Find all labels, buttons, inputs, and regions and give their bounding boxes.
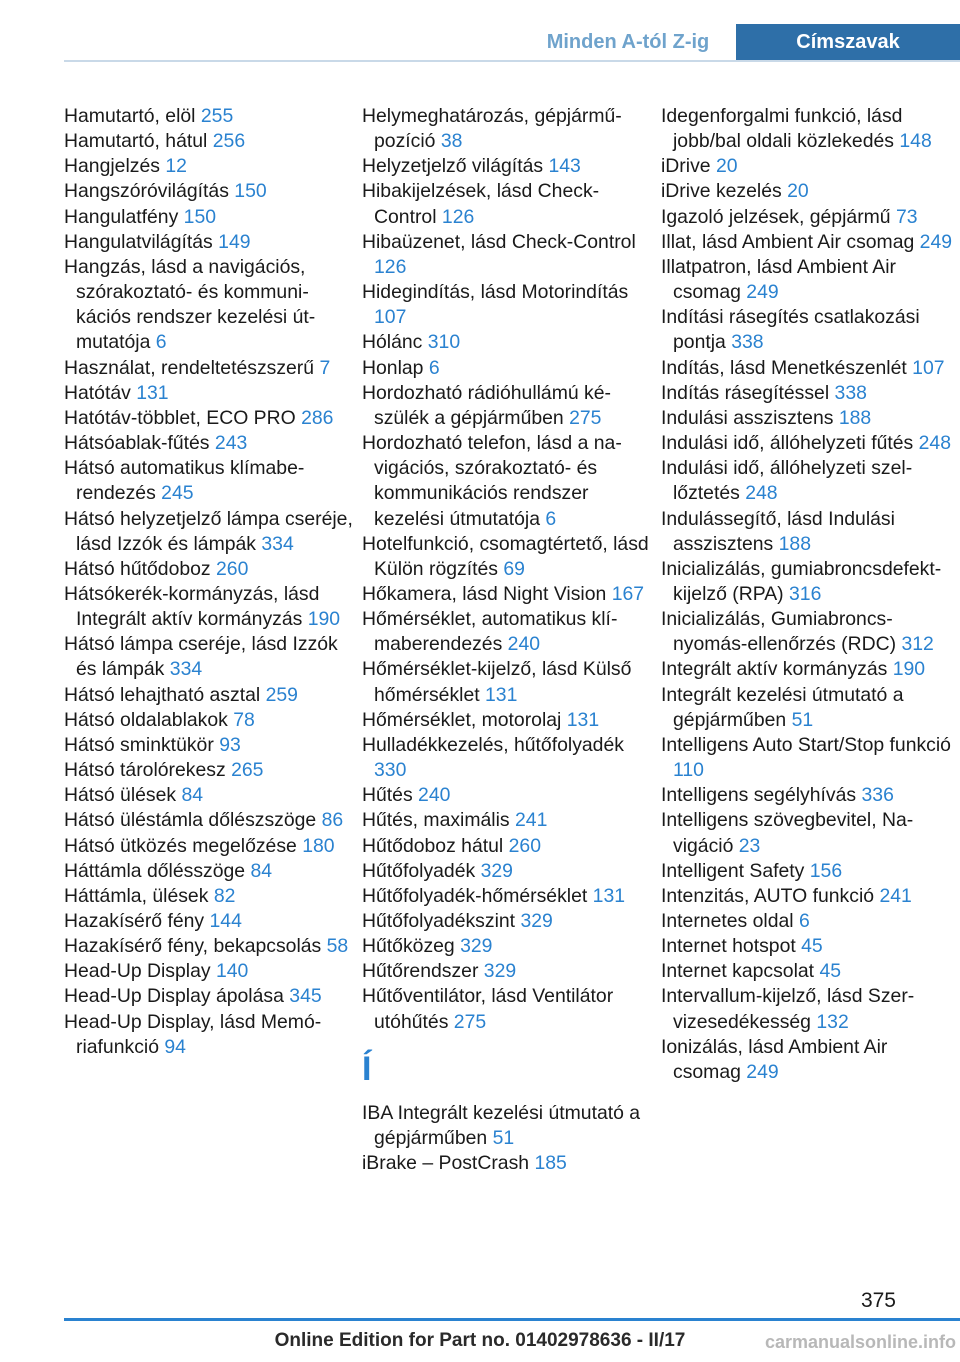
page-link[interactable]: 345: [289, 985, 322, 1008]
index-entry[interactable]: [64, 859, 356, 884]
entry-text: Inicializálás, gumiabroncsdefekt-kijelző (RPA): [661, 557, 942, 605]
entry-text: Hibakijelzések, lásd Check-Control: [362, 180, 600, 228]
entry-text: Hátsó lámpa cseréje, lásd Izzók és lámpák: [64, 633, 338, 681]
page-link[interactable]: 126: [374, 255, 407, 278]
page-link[interactable]: 144: [209, 910, 242, 932]
page-link[interactable]: 107: [374, 306, 407, 329]
index-entry[interactable]: [661, 255, 953, 305]
entry-text: Háttámla, ülések: [64, 884, 209, 907]
index-entry[interactable]: [661, 104, 953, 154]
entry-text: Indulássegítő, lásd Indulási asszisztens: [661, 507, 895, 555]
page-link[interactable]: 150: [234, 180, 267, 203]
entry-text: Hátsó automatikus klímaberendezés: [64, 457, 305, 505]
entry-text: Hőmérséklet, motorolaj: [362, 708, 562, 731]
entry-text: Hátsó oldalablakok: [64, 708, 228, 731]
index-entry[interactable]: [362, 154, 654, 179]
page-link[interactable]: 78: [233, 708, 255, 731]
entry-text: Hátsókerék-kormányzás, lásd Integrált aktív kormányzás: [64, 582, 320, 631]
page-link[interactable]: 84: [250, 859, 273, 882]
page-link[interactable]: 131: [485, 683, 518, 706]
index-entry[interactable]: [362, 657, 654, 707]
page-link[interactable]: 241: [515, 809, 548, 832]
page-link[interactable]: 334: [169, 658, 203, 681]
index-entry[interactable]: [64, 808, 356, 833]
entry-text: Háttámla dőlésszöge: [64, 859, 246, 882]
entry-text: Hibaüzenet, lásd Check-Control: [362, 230, 636, 253]
index-entry[interactable]: [661, 783, 953, 808]
page-link[interactable]: 12: [165, 155, 187, 178]
index-entry[interactable]: [64, 632, 356, 682]
tab-cimszavak[interactable]: Címszavak: [736, 24, 960, 61]
entry-text: Hólánc: [362, 331, 423, 354]
entry-text: Intelligent Safety: [661, 859, 805, 882]
index-entry[interactable]: [362, 984, 654, 1034]
entry-text: Hőkamera, lásd Night Vision: [362, 582, 607, 605]
entry-text: Igazoló jelzések, gépjármű: [661, 205, 891, 228]
entry-text: Honlap: [362, 356, 424, 379]
index-entry[interactable]: [362, 934, 654, 959]
page-link[interactable]: 110: [673, 759, 704, 782]
page-link[interactable]: 126: [441, 205, 475, 228]
edition-text: Online Edition for Part no. 01402978636 - II/17: [274, 1330, 686, 1351]
page-link[interactable]: 240: [418, 784, 451, 807]
index-entry[interactable]: [661, 557, 953, 607]
page-link[interactable]: 84: [181, 784, 204, 807]
page-link[interactable]: 329: [480, 859, 513, 882]
index-entry[interactable]: [362, 1151, 654, 1176]
page-link[interactable]: 6: [798, 910, 810, 932]
entry-text: Hűtőfolyadékszint: [362, 910, 516, 932]
page-link[interactable]: 188: [838, 406, 872, 429]
entry-text: Hazakísérő fény, bekapcsolás: [64, 935, 322, 958]
index-entry[interactable]: [64, 205, 356, 230]
header: [520, 24, 960, 61]
index-list: [362, 104, 654, 1035]
index-entry[interactable]: [661, 456, 953, 506]
index-entry[interactable]: [661, 431, 953, 456]
page-link[interactable]: 7: [319, 356, 331, 379]
page-link[interactable]: 240: [507, 633, 541, 656]
page-link[interactable]: 241: [879, 884, 912, 907]
index-entry[interactable]: [362, 356, 654, 381]
entry-text: Hordozható rádióhullámú készülék a gépjárműben: [362, 381, 611, 429]
page-link[interactable]: 260: [508, 834, 541, 857]
index-entry[interactable]: [64, 431, 356, 456]
entry-text: Hangszóróvilágítás: [64, 180, 229, 203]
page-link[interactable]: 6: [545, 507, 557, 530]
entry-text: iBrake – PostCrash: [362, 1152, 530, 1175]
page-link[interactable]: 255: [200, 105, 234, 127]
entry-text: Hangulatfény: [64, 205, 179, 228]
index-entry[interactable]: [661, 179, 953, 204]
index-entry[interactable]: [362, 909, 654, 934]
page-link[interactable]: 20: [787, 180, 809, 203]
entry-text: Illatpatron, lásd Ambient Air csomag: [661, 255, 896, 304]
entry-text: Hátsó sminktükör: [64, 733, 214, 756]
page-link[interactable]: 336: [861, 784, 894, 807]
entry-text: Head-Up Display, lásd Memóriafunkció: [64, 1010, 322, 1058]
entry-text: Hűtőközeg: [362, 935, 455, 958]
entry-text: Intenzitás, AUTO funkció: [661, 884, 875, 907]
entry-text: Hátsó ütközés megelőzése: [64, 834, 297, 857]
page-link[interactable]: 275: [453, 1010, 487, 1033]
page-link[interactable]: 338: [834, 381, 867, 404]
page-link[interactable]: 131: [592, 884, 626, 907]
index-entry[interactable]: [64, 783, 356, 808]
page-link[interactable]: 310: [427, 331, 461, 354]
page-link[interactable]: 248: [918, 432, 951, 455]
index-entry[interactable]: [64, 230, 356, 255]
entry-text: Idegenforgalmi funkció, lásd jobb/bal oldali közlekedés: [661, 105, 903, 153]
index-entry[interactable]: [362, 607, 654, 657]
header-divider: [64, 60, 960, 62]
index-entry[interactable]: [362, 708, 654, 733]
entry-text: Head-Up Display ápolása: [64, 985, 284, 1008]
entry-text: Internet hotspot: [661, 935, 796, 958]
index-entry[interactable]: [661, 657, 953, 682]
index-entry[interactable]: [64, 758, 356, 783]
page-link[interactable]: 188: [778, 532, 811, 555]
index-entry[interactable]: [64, 733, 356, 758]
index-entry[interactable]: [362, 230, 654, 280]
page-link[interactable]: 51: [492, 1126, 515, 1149]
page-link[interactable]: 140: [215, 960, 249, 983]
entry-text: Hátsó hűtődoboz: [64, 557, 211, 580]
page-link[interactable]: 249: [746, 1060, 779, 1083]
entry-text: Internet kapcsolat: [661, 960, 815, 983]
index-entry[interactable]: [362, 808, 654, 833]
entry-text: Hűtőventilátor, lásd Ventilátor utóhűtés: [362, 985, 614, 1033]
index-entry[interactable]: [362, 959, 654, 984]
entry-text: Hamutartó, hátul: [64, 130, 208, 153]
index-entry[interactable]: [64, 708, 356, 733]
index-entry[interactable]: [661, 683, 953, 733]
page-link[interactable]: 265: [231, 759, 264, 782]
entry-text: Indulási asszisztens: [661, 406, 834, 429]
page-link[interactable]: 69: [503, 557, 525, 580]
entry-text: Hatótáv-többlet, ECO PRO: [64, 406, 296, 429]
page-link[interactable]: 338: [731, 331, 764, 354]
index-entry[interactable]: [64, 582, 356, 632]
entry-text: Inicializálás, Gumiabroncsnyomás-ellenőrzés (RDC): [661, 608, 897, 656]
entry-text: Hangjelzés: [64, 155, 160, 178]
index-entry[interactable]: [64, 984, 356, 1009]
entry-text: Hátsó lehajtható asztal: [64, 683, 261, 706]
index-entry[interactable]: [661, 507, 953, 557]
entry-text: Ionizálás, lásd Ambient Air csomag: [661, 1035, 888, 1083]
entry-text: Használat, rendeltetészszerű: [64, 356, 315, 379]
index-entry[interactable]: [64, 557, 356, 582]
page-link[interactable]: 148: [899, 130, 932, 153]
index-entry[interactable]: [362, 104, 654, 154]
index-entry[interactable]: [661, 934, 953, 959]
page-link[interactable]: 243: [214, 432, 248, 455]
page-link[interactable]: 259: [265, 683, 298, 706]
page-link[interactable]: 190: [892, 658, 926, 681]
entry-text: Internetes oldal: [661, 910, 794, 932]
entry-text: Helyzetjelző világítás: [362, 155, 544, 178]
entry-text: Hangulatvilágítás: [64, 230, 213, 253]
page-link[interactable]: 131: [566, 708, 600, 731]
index-entry[interactable]: [64, 456, 356, 506]
index-entry[interactable]: [64, 909, 356, 934]
entry-text: Hidegindítás, lásd Motorindítás: [362, 281, 629, 304]
page-link[interactable]: 316: [789, 582, 822, 605]
entry-text: Intelligens szövegbevitel, Navigáció: [661, 809, 914, 857]
entry-text: Hűtőfolyadék: [362, 859, 476, 882]
page-link[interactable]: 86: [321, 809, 344, 832]
entry-text: iDrive kezelés: [661, 180, 782, 203]
entry-text: Hangzás, lásd a navigációs, szórakoztató- és kommunikációs rendszer kezelési útmutatója: [64, 255, 316, 354]
index-entry[interactable]: [362, 859, 654, 884]
index-entry[interactable]: [362, 834, 654, 859]
entry-text: Hátsóablak-fűtés: [64, 432, 210, 455]
index-entry[interactable]: [64, 884, 356, 909]
index-entry[interactable]: [362, 884, 654, 909]
entry-text: Indítási rásegítés csatlakozási pontja: [661, 306, 920, 354]
index-entry[interactable]: [661, 154, 953, 179]
page-link[interactable]: 286: [301, 406, 334, 429]
section-label[interactable]: Minden A-tól Z-ig: [546, 31, 710, 53]
entry-text: Integrált aktív kormányzás: [661, 658, 888, 681]
page-link[interactable]: 329: [460, 935, 493, 958]
entry-text: Head-Up Display: [64, 960, 211, 983]
page-link[interactable]: 275: [569, 406, 602, 429]
entry-text: Hőmérséklet-kijelző, lásd Külső hőmérséklet: [362, 658, 632, 706]
page-link[interactable]: 329: [520, 910, 553, 932]
index-entry[interactable]: [661, 1035, 953, 1085]
index-entry[interactable]: [64, 129, 356, 154]
index-entry[interactable]: [661, 230, 953, 255]
index-list-after: [362, 1101, 654, 1176]
index-entry[interactable]: [661, 381, 953, 406]
entry-text: Intelligens segélyhívás: [661, 784, 857, 807]
page-link[interactable]: 94: [164, 1035, 186, 1058]
index-entry[interactable]: [661, 859, 953, 884]
index-entry[interactable]: [64, 683, 356, 708]
index-entry[interactable]: [362, 330, 654, 355]
entry-text: Hotelfunkció, csomagtértető, lásd Külön rögzítés: [362, 532, 649, 580]
page-link[interactable]: 107: [912, 356, 945, 379]
index-entry[interactable]: [64, 834, 356, 859]
index-entry[interactable]: [362, 783, 654, 808]
index-entry[interactable]: [362, 381, 654, 431]
index-entry[interactable]: [362, 532, 654, 582]
page-link[interactable]: 6: [155, 331, 167, 354]
index-entry[interactable]: [661, 808, 953, 858]
entry-text: Hűtés, maximális: [362, 809, 510, 832]
index-entry[interactable]: [64, 406, 356, 431]
page-link[interactable]: 150: [183, 205, 217, 228]
index-column-2: [362, 104, 654, 1176]
page-link[interactable]: 156: [809, 859, 843, 882]
entry-text: Hűtődoboz hátul: [362, 834, 504, 857]
index-column-1: [64, 104, 356, 1060]
index-entry[interactable]: [64, 959, 356, 984]
entry-text: Hőmérséklet, automatikus klímaberendezés: [362, 608, 618, 656]
page-link[interactable]: 82: [213, 884, 236, 907]
entry-text: Hátsó üléstámla dőlészszöge: [64, 809, 317, 832]
page-link[interactable]: 330: [374, 759, 407, 782]
entry-text: Hűtés: [362, 784, 413, 807]
entry-text: Indítás rásegítéssel: [661, 381, 830, 404]
page-link[interactable]: 58: [326, 935, 349, 958]
index-entry[interactable]: [64, 104, 356, 129]
index-entry[interactable]: [362, 582, 654, 607]
page-link[interactable]: 190: [307, 608, 341, 631]
page-link[interactable]: 249: [746, 281, 779, 304]
entry-text: Indítás, lásd Menetkészenlét: [661, 356, 907, 379]
entry-text: Integrált kezelési útmutató a gépjárműben: [661, 683, 904, 731]
index-entry[interactable]: [64, 179, 356, 204]
page-link[interactable]: 329: [483, 960, 517, 983]
entry-text: Hátsó helyzetjelző lámpa cseréje, lásd Izzók és lámpák: [64, 507, 353, 555]
index-entry[interactable]: [64, 381, 356, 406]
index-entry[interactable]: [64, 934, 356, 959]
page-link[interactable]: 245: [161, 482, 194, 505]
index-entry[interactable]: [362, 1101, 654, 1151]
entry-text: Hátsó tárolórekesz: [64, 759, 226, 782]
index-entry[interactable]: [362, 431, 654, 532]
section-letter: Í: [362, 1049, 372, 1088]
page-link[interactable]: 132: [816, 1010, 849, 1033]
entry-text: Indulási idő, állóhelyzeti fűtés: [661, 432, 914, 455]
page-link[interactable]: 45: [819, 960, 842, 983]
index-column-3: [661, 104, 953, 1085]
entry-text: iDrive: [661, 155, 711, 178]
page-link[interactable]: 260: [216, 557, 249, 580]
page-link[interactable]: 45: [801, 935, 823, 958]
page-link[interactable]: 180: [302, 834, 335, 857]
entry-text: Hordozható telefon, lásd a navigációs, szórakoztató- és kommunikációs rendszer kezelési útmutatója: [362, 432, 622, 530]
index-entry[interactable]: [661, 205, 953, 230]
index-entry[interactable]: [661, 984, 953, 1034]
entry-text: Hátsó ülések: [64, 784, 177, 807]
page-link[interactable]: 167: [611, 582, 645, 605]
page-link[interactable]: 312: [901, 633, 934, 656]
entry-text: Hamutartó, elöl: [64, 105, 196, 127]
entry-text: Intervallum-kijelző, lásd Szervizesedékesség: [661, 985, 915, 1033]
index-entry[interactable]: [661, 733, 953, 783]
page-number: 375: [860, 1289, 896, 1312]
page-link[interactable]: 185: [534, 1152, 567, 1175]
page-link[interactable]: 38: [440, 130, 463, 153]
page-link[interactable]: 256: [212, 130, 246, 153]
entry-text: IBA Integrált kezelési útmutató a gépjárműben: [362, 1101, 641, 1149]
index-entry[interactable]: [64, 1010, 356, 1060]
footer-divider: [64, 1318, 960, 1321]
index-entry[interactable]: [362, 280, 654, 330]
index-entry[interactable]: [64, 154, 356, 179]
index-entry[interactable]: [661, 959, 953, 984]
page-link[interactable]: 149: [218, 230, 251, 253]
index-entry[interactable]: [661, 884, 953, 909]
entry-text: Illat, lásd Ambient Air csomag: [661, 230, 915, 253]
watermark: carmanualsonline.info: [764, 1332, 956, 1352]
page-link[interactable]: 20: [715, 155, 738, 178]
entry-text: Hűtőrendszer: [362, 960, 479, 983]
page-link[interactable]: 131: [136, 381, 169, 404]
index-entry[interactable]: [661, 305, 953, 355]
index-entry[interactable]: [661, 356, 953, 381]
entry-text: Intelligens Auto Start/Stop funkció: [661, 733, 951, 756]
entry-text: Indulási idő, állóhelyzeti szellőztetés: [661, 457, 913, 505]
index-entry[interactable]: [362, 733, 654, 783]
page-link[interactable]: 23: [738, 834, 761, 857]
page-link[interactable]: 93: [219, 733, 241, 756]
index-entry[interactable]: [661, 607, 953, 657]
entry-text: Hatótáv: [64, 381, 131, 404]
index-entry[interactable]: [64, 356, 356, 381]
page-link[interactable]: 6: [428, 356, 440, 379]
page-link[interactable]: 334: [261, 532, 294, 555]
index-entry[interactable]: [64, 507, 356, 557]
index-entry[interactable]: [64, 255, 356, 356]
page-link[interactable]: 249: [919, 230, 953, 253]
page-link[interactable]: 248: [745, 482, 778, 505]
index-entry[interactable]: [362, 179, 654, 229]
entry-text: Hűtőfolyadék-hőmérséklet: [362, 884, 588, 907]
entry-text: Helymeghatározás, gépjármű-pozíció: [362, 105, 622, 153]
index-entry[interactable]: [661, 909, 953, 934]
page-link[interactable]: 51: [791, 708, 814, 731]
page-link[interactable]: 143: [548, 155, 581, 178]
entry-text: Hulladékkezelés, hűtőfolyadék: [362, 733, 624, 756]
entry-text: Hazakísérő fény: [64, 910, 205, 932]
page-link[interactable]: 73: [895, 205, 918, 228]
index-entry[interactable]: [661, 406, 953, 431]
